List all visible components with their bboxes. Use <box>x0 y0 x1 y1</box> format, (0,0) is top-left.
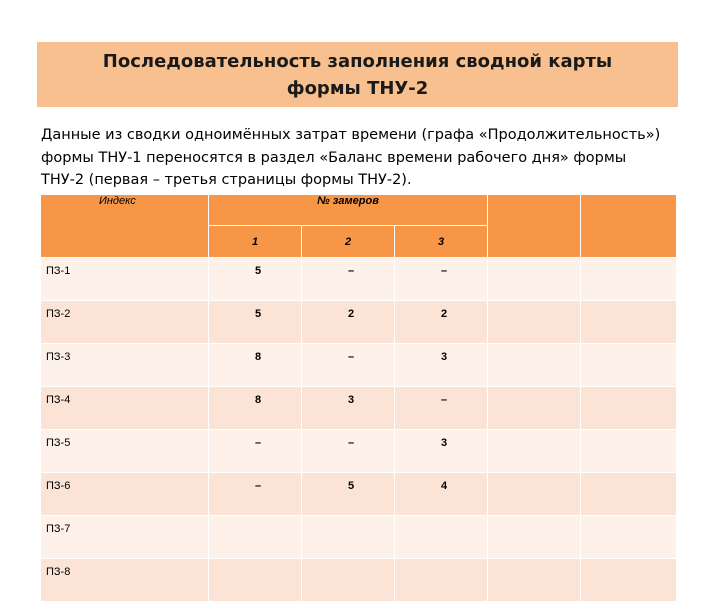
table-row <box>41 387 677 430</box>
table-row <box>41 258 677 301</box>
row-empty-cell <box>581 258 677 301</box>
slide-title-line-2: формы ТНУ-2 <box>286 77 429 99</box>
row-index: ПЗ-7 <box>41 516 209 559</box>
row-empty-cell <box>581 516 677 559</box>
row-index: ПЗ-2 <box>41 301 209 344</box>
row-value-3 <box>395 559 488 602</box>
row-value-1: – <box>209 473 302 516</box>
row-index: ПЗ-3 <box>41 344 209 387</box>
table-header-row <box>41 195 677 226</box>
measure-number-3: 3 <box>395 226 488 258</box>
row-empty-cell <box>581 559 677 602</box>
row-value-1: 5 <box>209 258 302 301</box>
table-row <box>41 301 677 344</box>
row-empty-cell <box>581 473 677 516</box>
row-value-2: – <box>302 344 395 387</box>
row-value-1: – <box>209 430 302 473</box>
header-empty-2 <box>581 195 677 258</box>
table-row <box>41 516 677 559</box>
slide-title <box>37 42 678 107</box>
row-value-2: – <box>302 258 395 301</box>
row-value-1: 8 <box>209 387 302 430</box>
measure-number-1: 1 <box>209 226 302 258</box>
row-value-1: 5 <box>209 301 302 344</box>
measure-number-2: 2 <box>302 226 395 258</box>
header-measurements: № замеров <box>209 195 488 226</box>
intro-line-1: Данные из сводки одноимённых затрат времени (графа «Продолжительность») <box>41 127 661 143</box>
intro-line-3: ТНУ-2 (первая – третья страницы формы ТНУ-2). <box>41 172 412 188</box>
intro-line-2: формы ТНУ-1 переносятся в раздел «Баланс времени рабочего дня» формы <box>41 149 627 166</box>
row-empty-cell <box>488 301 581 344</box>
intro-paragraph <box>41 124 681 192</box>
measurements-table <box>41 195 677 602</box>
row-value-1 <box>209 516 302 559</box>
row-empty-cell <box>488 473 581 516</box>
header-index: Индекс <box>41 195 209 258</box>
row-index: ПЗ-6 <box>41 473 209 516</box>
row-value-2 <box>302 516 395 559</box>
row-empty-cell <box>488 387 581 430</box>
table-row <box>41 344 677 387</box>
row-empty-cell <box>488 516 581 559</box>
row-value-3: 4 <box>395 473 488 516</box>
row-empty-cell <box>488 559 581 602</box>
row-empty-cell <box>581 430 677 473</box>
row-value-2: 2 <box>302 301 395 344</box>
row-empty-cell <box>488 258 581 301</box>
row-value-3: 2 <box>395 301 488 344</box>
table-row <box>41 473 677 516</box>
row-value-3: 3 <box>395 344 488 387</box>
row-value-3 <box>395 516 488 559</box>
row-value-3: – <box>395 387 488 430</box>
row-value-3: 3 <box>395 430 488 473</box>
row-empty-cell <box>581 301 677 344</box>
row-value-1: 8 <box>209 344 302 387</box>
row-value-2: 3 <box>302 387 395 430</box>
row-empty-cell <box>581 387 677 430</box>
header-empty-1 <box>488 195 581 258</box>
row-index: ПЗ-5 <box>41 430 209 473</box>
row-index: ПЗ-4 <box>41 387 209 430</box>
table-row <box>41 430 677 473</box>
row-index: ПЗ-1 <box>41 258 209 301</box>
row-empty-cell <box>581 344 677 387</box>
row-value-2: 5 <box>302 473 395 516</box>
slide-title-line-1: Последовательность заполнения сводной карты <box>102 50 613 72</box>
row-index: ПЗ-8 <box>41 559 209 602</box>
row-value-2: – <box>302 430 395 473</box>
row-empty-cell <box>488 430 581 473</box>
row-empty-cell <box>488 344 581 387</box>
row-value-2 <box>302 559 395 602</box>
table-row <box>41 559 677 602</box>
row-value-1 <box>209 559 302 602</box>
row-value-3: – <box>395 258 488 301</box>
